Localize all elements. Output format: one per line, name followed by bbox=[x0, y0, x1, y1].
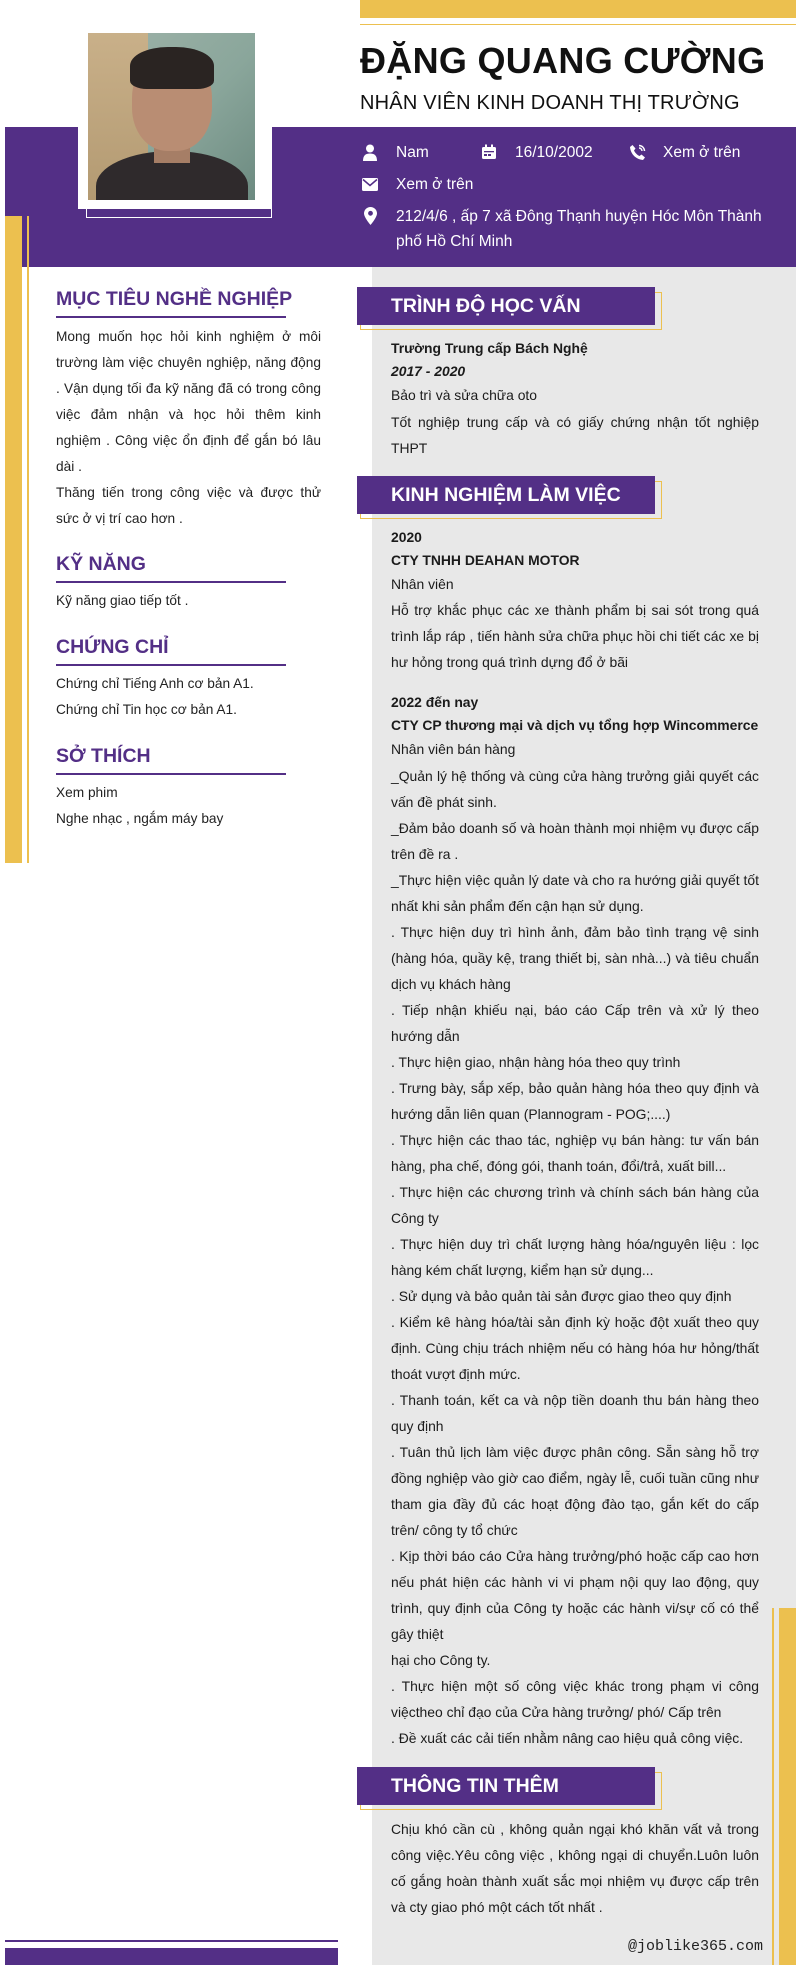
candidate-name: ĐẶNG QUANG CƯỜNG bbox=[360, 40, 766, 81]
job2-duty: hại cho Công ty. bbox=[391, 1652, 491, 1668]
phone-icon bbox=[625, 140, 649, 164]
job2-duty: . Thực hiện một số công việc khác trong phạm vi công việctheo chỉ đạo của Cửa hàng trưởng/ phó/ Cấp trên bbox=[391, 1678, 759, 1720]
experience-heading: KINH NGHIỆM LÀM VIỆC bbox=[357, 476, 655, 514]
watermark: @joblike365.com bbox=[628, 1938, 764, 1955]
job1-company: CTY TNHH DEAHAN MOTOR bbox=[391, 552, 580, 568]
job2-duty: . Thanh toán, kết ca và nộp tiền doanh thu bán hàng theo quy định bbox=[391, 1392, 759, 1434]
contact-phone bbox=[625, 140, 740, 165]
job2-duty: _Thực hiện việc quản lý date và cho ra hướng giải quyết tốt nhất khi sản phẩm đến cận hạn sử dụng. bbox=[391, 872, 759, 914]
gender-value: Nam bbox=[396, 144, 429, 161]
job2-duty: _Quản lý hệ thống và cùng cửa hàng trưởng giải quyết các vấn đề phát sinh. bbox=[391, 768, 759, 810]
job2-duty: . Tiếp nhận khiếu nại, báo cáo Cấp trên và xử lý theo hướng dẫn bbox=[391, 1002, 759, 1044]
job2-duty: . Thực hiện các thao tác, nghiệp vụ bán hàng: tư vấn bán hàng, pha chế, đóng gói, thanh toán, đổi/trả, xuất bill... bbox=[391, 1132, 759, 1174]
bottom-accent-line bbox=[5, 1940, 338, 1942]
education-period: 2017 - 2020 bbox=[391, 363, 466, 379]
hobby-item: Nghe nhạc , ngắm máy bay bbox=[56, 811, 224, 826]
skill-item: Kỹ năng giao tiếp tốt . bbox=[56, 593, 189, 608]
hobby-item: Xem phim bbox=[56, 785, 118, 800]
job2-duty: . Kịp thời báo cáo Cửa hàng trưởng/phó hoặc cấp cao hơn nếu phát hiện các hành vi vi phạm nội quy lao động, quy trình, quy định của Công ty hoặc các hành vi/sự cố có thể gây thiệt bbox=[391, 1548, 759, 1642]
objective-rule bbox=[56, 316, 286, 318]
certificates-rule bbox=[56, 664, 286, 666]
job2-position: Nhân viên bán hàng bbox=[391, 741, 516, 757]
job2-duty: _Đảm bảo doanh số và hoàn thành mọi nhiệm vụ được cấp trên đề ra . bbox=[391, 820, 759, 862]
birthday-value: 16/10/2002 bbox=[515, 144, 593, 161]
objective-text: Mong muốn học hỏi kinh nghiệm ở môi trường làm việc chuyên nghiệp, năng động . Vận dụng tối đa kỹ năng đã có trong công việc đảm nhận và học hỏi thêm kinh nghiệm . Công việc ổn định để gắn bó lâu dài . bbox=[56, 329, 321, 474]
candidate-title: NHÂN VIÊN KINH DOANH THỊ TRƯỜNG bbox=[360, 92, 740, 114]
education-note: Tốt nghiệp trung cấp và có giấy chứng nhận tốt nghiệp THPT bbox=[391, 414, 759, 456]
objective-heading: MỤC TIÊU NGHỀ NGHIỆP bbox=[56, 288, 293, 310]
right-accent-bar bbox=[779, 1608, 796, 1965]
education-school: Trường Trung cấp Bách Nghệ bbox=[391, 340, 588, 356]
skills-heading: KỸ NĂNG bbox=[56, 553, 146, 575]
job2-duty: . Kiểm kê hàng hóa/tài sản định kỳ hoặc đột xuất theo quy định. Cùng chịu trách nhiệm nếu có hàng hóa hư hỏng/thất thoát vượt định mức. bbox=[391, 1314, 759, 1382]
job2-company: CTY CP thương mại và dịch vụ tổng hợp Wincommerce bbox=[391, 717, 759, 733]
certificate-item: Chứng chỉ Tiếng Anh cơ bản A1. bbox=[56, 676, 254, 691]
bottom-accent-band bbox=[5, 1948, 338, 1965]
additional-heading: THÔNG TIN THÊM bbox=[357, 1767, 655, 1805]
phone-value: Xem ở trên bbox=[663, 144, 741, 161]
education-heading: TRÌNH ĐỘ HỌC VẤN bbox=[357, 287, 655, 325]
envelope-icon bbox=[358, 172, 382, 196]
left-accent-line bbox=[27, 216, 29, 863]
job1-description: Hỗ trợ khắc phục các xe thành phẩm bị sai sót trong quá trình lắp ráp , tiến hành sửa chữa phục hồi chi tiết các xe bị hư hỏng trong quá trình dựng đổ ở bãi bbox=[391, 602, 759, 670]
person-icon bbox=[358, 140, 382, 164]
job2-duty: . Thực hiện duy trì chất lượng hàng hóa/nguyên liệu : lọc hàng kém chất lượng, kiểm hạn sử dụng... bbox=[391, 1236, 759, 1278]
hobbies-heading: SỞ THÍCH bbox=[56, 745, 151, 767]
contact-address bbox=[358, 204, 778, 254]
skills-rule bbox=[56, 581, 286, 583]
job2-period: 2022 đến nay bbox=[391, 694, 479, 710]
address-value: 212/4/6 , ấp 7 xã Đông Thạnh huyện Hóc Môn Thành phố Hồ Chí Minh bbox=[396, 208, 762, 250]
job2-duty: . Sử dụng và bảo quản tài sản được giao theo quy định bbox=[391, 1288, 732, 1304]
hobbies-rule bbox=[56, 773, 286, 775]
certificate-item: Chứng chỉ Tin học cơ bản A1. bbox=[56, 702, 237, 717]
contact-birthday bbox=[477, 140, 593, 165]
profile-photo bbox=[88, 33, 255, 200]
job2-duty: . Thực hiện các chương trình và chính sách bán hàng của Công ty bbox=[391, 1184, 759, 1226]
left-accent-bar bbox=[5, 216, 22, 863]
contact-email bbox=[358, 172, 473, 197]
additional-text: Chịu khó cần cù , không quản ngại khó khăn vất vả trong công việc.Yêu công việc , không ngại di chuyển.Luôn luôn cố gắng hoàn thành xuất sắc mọi nhiệm vụ được cấp trên và cty giao phó một cách tốt nhất . bbox=[391, 1821, 759, 1915]
job2-duty: . Thực hiện duy trì hình ảnh, đảm bảo tình trạng vệ sinh (hàng hóa, quầy kệ, trang thiết bị, sàn nhà...) và tiêu chuẩn dịch vụ khách hàng bbox=[391, 924, 759, 992]
education-major: Bảo trì và sửa chữa oto bbox=[391, 387, 538, 403]
right-accent-line bbox=[772, 1608, 774, 1965]
calendar-icon bbox=[477, 140, 501, 164]
job2-duty: . Thực hiện giao, nhận hàng hóa theo quy trình bbox=[391, 1054, 681, 1070]
top-accent-bar bbox=[360, 0, 796, 18]
location-pin-icon bbox=[358, 204, 382, 228]
job2-duty: . Đề xuất các cải tiến nhằm nâng cao hiệu quả công việc. bbox=[391, 1730, 744, 1746]
objective-text-2: Thăng tiến trong công việc và được thử sức ở vị trí cao hơn . bbox=[56, 485, 321, 526]
email-value: Xem ở trên bbox=[396, 176, 474, 193]
job2-duty: . Tuân thủ lịch làm việc được phân công. Sẵn sàng hỗ trợ đồng nghiệp vào giờ cao điểm, ngày lễ, cuối tuần cũng như tham gia đầy đủ các hoạt động đào tạo, gắn kết do cấp trên/ công ty tổ chức bbox=[391, 1444, 759, 1538]
certificates-heading: CHỨNG CHỈ bbox=[56, 636, 169, 658]
job1-period: 2020 bbox=[391, 529, 422, 545]
job2-duty: . Trưng bày, sắp xếp, bảo quản hàng hóa theo quy định và hướng dẫn liên quan (Plannogram - POG;....) bbox=[391, 1080, 759, 1122]
job1-position: Nhân viên bbox=[391, 576, 454, 592]
contact-gender bbox=[358, 140, 429, 165]
top-accent-line bbox=[360, 24, 796, 25]
